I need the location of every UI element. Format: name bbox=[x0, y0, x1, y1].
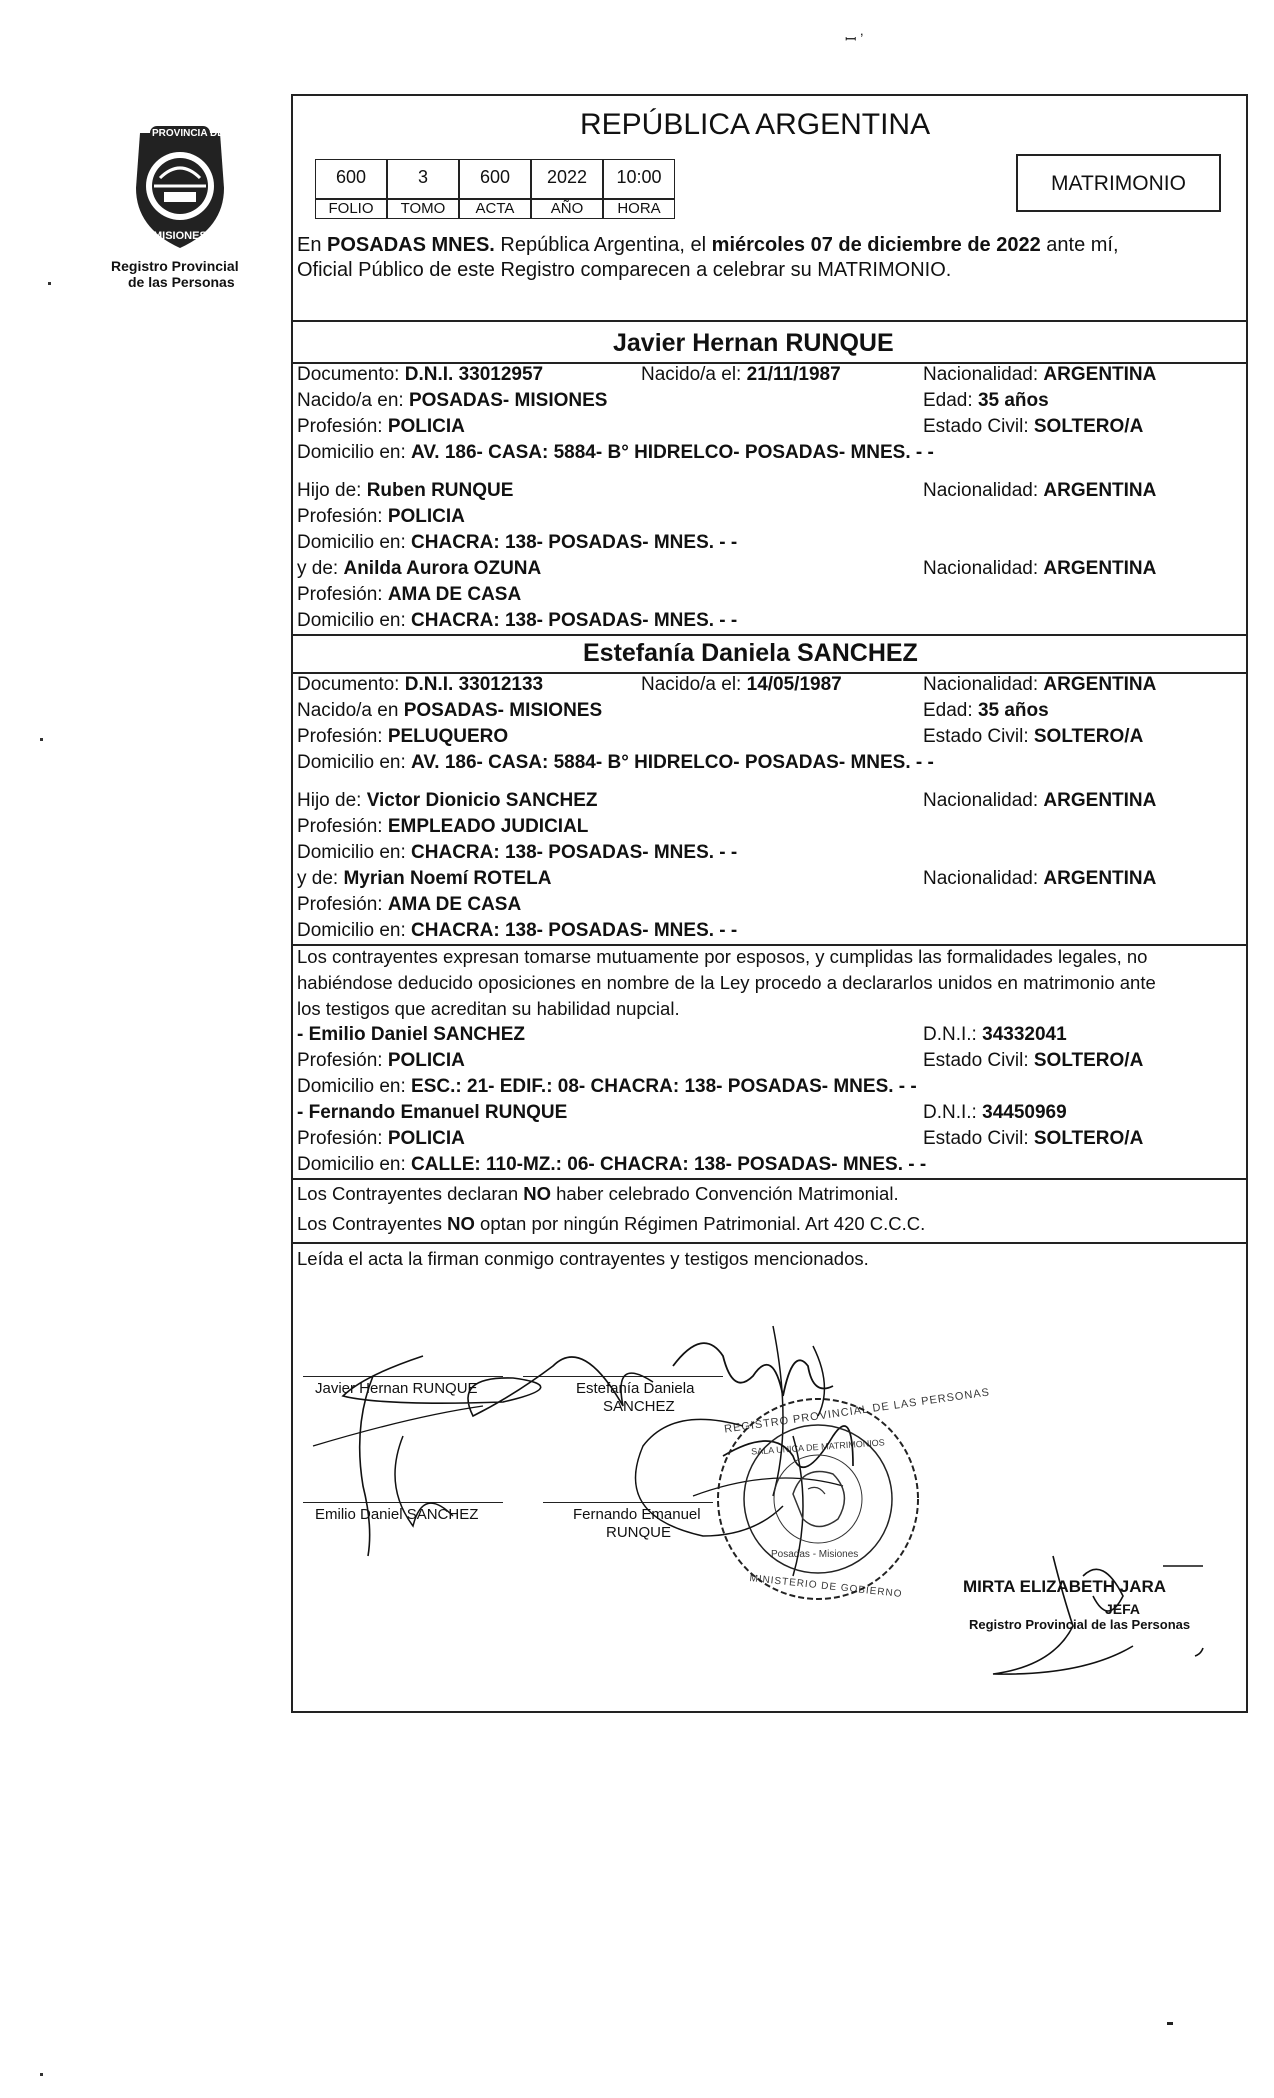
closing-text: Leída el acta la firman conmigo contrayentes y testigos mencionados. bbox=[297, 1248, 869, 1269]
hora-label: HORA bbox=[603, 199, 675, 219]
spouse1-father-address: Domicilio en: CHACRA: 138- POSADAS- MNES. - - bbox=[297, 532, 738, 553]
spouse1-mother-nationality: Nacionalidad: ARGENTINA bbox=[923, 558, 1157, 579]
spouse2-name: Estefanía Daniela SANCHEZ bbox=[583, 639, 918, 667]
spouse2-birthplace: Nacido/a en POSADAS- MISIONES bbox=[297, 700, 603, 721]
witness1-dni: D.N.I.: 34332041 bbox=[923, 1024, 1067, 1045]
witness1-profession: Profesión: POLICIA bbox=[297, 1050, 465, 1071]
spouse1-mother: y de: Anilda Aurora OZUNA bbox=[297, 558, 542, 579]
witness1-civil-status: Estado Civil: SOLTERO/A bbox=[923, 1050, 1144, 1071]
spouse2-mother-address: Domicilio en: CHACRA: 138- POSADAS- MNES. - - bbox=[297, 920, 738, 941]
spouse2-father-nationality: Nacionalidad: ARGENTINA bbox=[923, 790, 1157, 811]
speck bbox=[48, 282, 51, 285]
folio-label: FOLIO bbox=[315, 199, 387, 219]
divider bbox=[293, 1242, 1246, 1244]
signature-label-witness1: Emilio Daniel SANCHEZ bbox=[315, 1506, 479, 1523]
country-title: REPÚBLICA ARGENTINA bbox=[580, 108, 931, 141]
spouse2-address: Domicilio en: AV. 186- CASA: 5884- B° HIDRELCO- POSADAS- MNES. - - bbox=[297, 752, 934, 773]
spouse1-nationality: Nacionalidad: ARGENTINA bbox=[923, 364, 1157, 385]
intro-p1: En bbox=[297, 234, 328, 256]
spouse2-age: Edad: 35 años bbox=[923, 700, 1049, 721]
witness2-name: - Fernando Emanuel RUNQUE bbox=[297, 1102, 568, 1123]
intro-p3: ante mí, bbox=[1040, 234, 1119, 256]
logo-text-bottom: MISIONES bbox=[153, 230, 207, 242]
declaration-line-3: los testigos que acreditan su habilidad nupcial. bbox=[297, 998, 680, 1019]
intro-date: miércoles 07 de diciembre de 2022 bbox=[711, 234, 1041, 256]
signature-label-spouse2-b: SANCHEZ bbox=[603, 1398, 675, 1415]
spouse2-profession: Profesión: PELUQUERO bbox=[297, 726, 509, 747]
anio-label: AÑO bbox=[531, 199, 603, 219]
signature-label-spouse1: Javier Hernan RUNQUE bbox=[315, 1380, 478, 1397]
spouse1-name: Javier Hernan RUNQUE bbox=[613, 329, 894, 357]
spouse2-father-profession: Profesión: EMPLEADO JUDICIAL bbox=[297, 816, 589, 837]
seal-bottom-text: MINISTERIO DE GOBIERNO bbox=[748, 1573, 903, 1601]
spouse1-father: Hijo de: Ruben RUNQUE bbox=[297, 480, 514, 501]
anio-value: 2022 bbox=[531, 159, 603, 199]
declaration-line-2: habiéndose deducido oposiciones en nombre de la Ley procedo a declararlos unidos en matrimonio ante bbox=[297, 972, 1156, 993]
speck bbox=[40, 2073, 43, 2076]
registry-seal bbox=[713, 1386, 991, 1604]
witness1-name: - Emilio Daniel SANCHEZ bbox=[297, 1024, 526, 1045]
spouse1-age: Edad: 35 años bbox=[923, 390, 1049, 411]
spouse2-born: Nacido/a el: 14/05/1987 bbox=[641, 674, 842, 695]
hora-value: 10:00 bbox=[603, 159, 675, 199]
seal-inner-text: SALA UNICA DE MATRIMONIOS bbox=[750, 1437, 886, 1457]
signature-label-spouse2-a: Estefanía Daniela bbox=[576, 1380, 695, 1397]
spouse1-birthplace: Nacido/a en: POSADAS- MISIONES bbox=[297, 390, 608, 411]
signature-label-witness2-a: Fernando Emanuel bbox=[573, 1506, 701, 1523]
officer-role: JEFA bbox=[1105, 1601, 1141, 1617]
speck bbox=[1167, 2022, 1173, 2025]
spouse1-civil-status: Estado Civil: SOLTERO/A bbox=[923, 416, 1144, 437]
divider bbox=[293, 1178, 1246, 1180]
top-mark: ꟷ ʼ bbox=[845, 31, 864, 47]
intro-city: POSADAS MNES. bbox=[327, 234, 495, 256]
spouse1-mother-address: Domicilio en: CHACRA: 138- POSADAS- MNES. - - bbox=[297, 610, 738, 631]
acta-value: 600 bbox=[459, 159, 531, 199]
witness2-address: Domicilio en: CALLE: 110-MZ.: 06- CHACRA: 138- POSADAS- MNES. - - bbox=[297, 1154, 927, 1175]
registry-name-1: Registro Provincial bbox=[111, 258, 239, 274]
tomo-label: TOMO bbox=[387, 199, 459, 219]
spouse2-civil-status: Estado Civil: SOLTERO/A bbox=[923, 726, 1144, 747]
spouse2-mother-profession: Profesión: AMA DE CASA bbox=[297, 894, 522, 915]
convention-line-2: Los Contrayentes NO optan por ningún Régimen Patrimonial. Art 420 C.C.C. bbox=[297, 1213, 926, 1234]
witness2-civil-status: Estado Civil: SOLTERO/A bbox=[923, 1128, 1144, 1149]
spouse2-mother-nationality: Nacionalidad: ARGENTINA bbox=[923, 868, 1157, 889]
spouse1-father-nationality: Nacionalidad: ARGENTINA bbox=[923, 480, 1157, 501]
seal-city-text: Posadas - Misiones bbox=[771, 1549, 859, 1560]
logo-text-top: PROVINCIA DE bbox=[152, 128, 224, 139]
spouse2-father: Hijo de: Victor Dionicio SANCHEZ bbox=[297, 790, 598, 811]
intro-line-2: Oficial Público de este Registro comparecen a celebrar su MATRIMONIO. bbox=[297, 259, 952, 281]
witness2-dni: D.N.I.: 34450969 bbox=[923, 1102, 1067, 1123]
speck bbox=[40, 738, 43, 741]
folio-value: 600 bbox=[315, 159, 387, 199]
divider bbox=[293, 320, 1246, 322]
seal-outer-text: REGISTRO PROVINCIAL DE LAS PERSONAS bbox=[723, 1386, 991, 1436]
declaration-line-1: Los contrayentes expresan tomarse mutuamente por esposos, y cumplidas las formalidades legales, no bbox=[297, 946, 1148, 967]
spouse1-born: Nacido/a el: 21/11/1987 bbox=[641, 364, 841, 385]
acta-label: ACTA bbox=[459, 199, 531, 219]
spouse1-profession: Profesión: POLICIA bbox=[297, 416, 465, 437]
intro-line-1 bbox=[297, 234, 1119, 256]
marriage-certificate bbox=[291, 94, 1248, 1713]
officer-signature bbox=[933, 1536, 1223, 1686]
witness2-profession: Profesión: POLICIA bbox=[297, 1128, 465, 1149]
spouse2-nationality: Nacionalidad: ARGENTINA bbox=[923, 674, 1157, 695]
spouse1-father-profession: Profesión: POLICIA bbox=[297, 506, 465, 527]
tomo-value: 3 bbox=[387, 159, 459, 199]
registry-name-2: de las Personas bbox=[128, 274, 235, 290]
act-type-box: MATRIMONIO bbox=[1016, 154, 1221, 212]
divider bbox=[293, 634, 1246, 636]
registry-logo bbox=[120, 118, 240, 253]
officer-org: Registro Provincial de las Personas bbox=[969, 1617, 1191, 1632]
intro-p2: República Argentina, el bbox=[494, 234, 712, 256]
witness1-address: Domicilio en: ESC.: 21- EDIF.: 08- CHACRA: 138- POSADAS- MNES. - - bbox=[297, 1076, 917, 1097]
signature-label-witness2-b: RUNQUE bbox=[606, 1524, 672, 1541]
spouse2-document: Documento: D.N.I. 33012133 bbox=[297, 674, 544, 695]
spouse2-mother: y de: Myrian Noemí ROTELA bbox=[297, 868, 552, 889]
spouse1-document: Documento: D.N.I. 33012957 bbox=[297, 364, 544, 385]
spouse1-mother-profession: Profesión: AMA DE CASA bbox=[297, 584, 522, 605]
spouse1-address: Domicilio en: AV. 186- CASA: 5884- B° HIDRELCO- POSADAS- MNES. - - bbox=[297, 442, 934, 463]
officer-name: MIRTA ELIZABETH JARA bbox=[963, 1577, 1167, 1596]
convention-line-1: Los Contrayentes declaran NO haber celebrado Convención Matrimonial. bbox=[297, 1183, 899, 1204]
spouse2-father-address: Domicilio en: CHACRA: 138- POSADAS- MNES. - - bbox=[297, 842, 738, 863]
